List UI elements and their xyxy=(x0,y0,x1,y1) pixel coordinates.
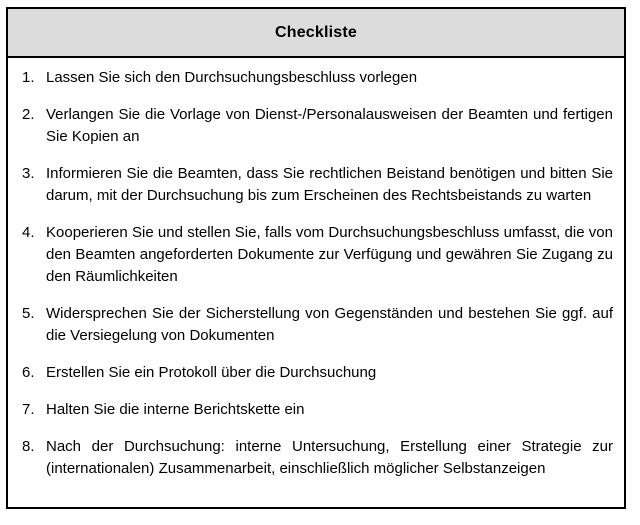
checklist-items xyxy=(8,58,624,480)
item-number: 8. xyxy=(22,438,35,455)
list-item xyxy=(16,67,615,89)
item-text: Erstellen Sie ein Protokoll über die Durchsuchung xyxy=(46,364,377,381)
item-number: 3. xyxy=(22,165,35,182)
list-item xyxy=(16,399,615,421)
list-item xyxy=(16,163,615,207)
item-number: 1. xyxy=(22,69,35,86)
checklist-title: Checkliste xyxy=(274,23,358,41)
item-text: Informieren Sie die Beamten, dass Sie rechtlichen Beistand benötigen und bitten Sie darum, mit der Durchsuchung bis zum Erscheinen des Rechtsbeistands zu warten xyxy=(46,165,613,204)
item-number: 4. xyxy=(22,224,35,241)
list-item xyxy=(16,222,615,288)
item-text: Lassen Sie sich den Durchsuchungsbeschluss vorlegen xyxy=(46,69,418,86)
list-item xyxy=(16,436,615,480)
item-text: Halten Sie die interne Berichtskette ein xyxy=(46,401,305,418)
item-text: Nach der Durchsuchung: interne Untersuchung, Erstellung einer Strategie zur (internationalen) Zusammenarbeit, einschließlich möglicher Selbstanzeigen xyxy=(46,438,613,477)
checklist-header xyxy=(8,9,624,58)
item-number: 7. xyxy=(22,401,35,418)
list-item xyxy=(16,303,615,347)
item-number: 6. xyxy=(22,364,35,381)
list-item xyxy=(16,104,615,148)
item-text: Kooperieren Sie und stellen Sie, falls vom Durchsuchungsbeschluss umfasst, die von den Beamten angeforderten Dokumente zur Verfügung und gewähren Sie Zugang zu den Räumlichkeiten xyxy=(46,224,613,285)
list-item xyxy=(16,362,615,384)
checklist-table xyxy=(6,7,626,509)
item-text: Widersprechen Sie der Sicherstellung von Gegenständen und bestehen Sie ggf. auf die Versiegelung von Dokumenten xyxy=(46,305,613,344)
item-number: 2. xyxy=(22,106,35,123)
item-text: Verlangen Sie die Vorlage von Dienst-/Personalausweisen der Beamten und fertigen Sie Kopien an xyxy=(46,106,613,145)
item-number: 5. xyxy=(22,305,35,322)
